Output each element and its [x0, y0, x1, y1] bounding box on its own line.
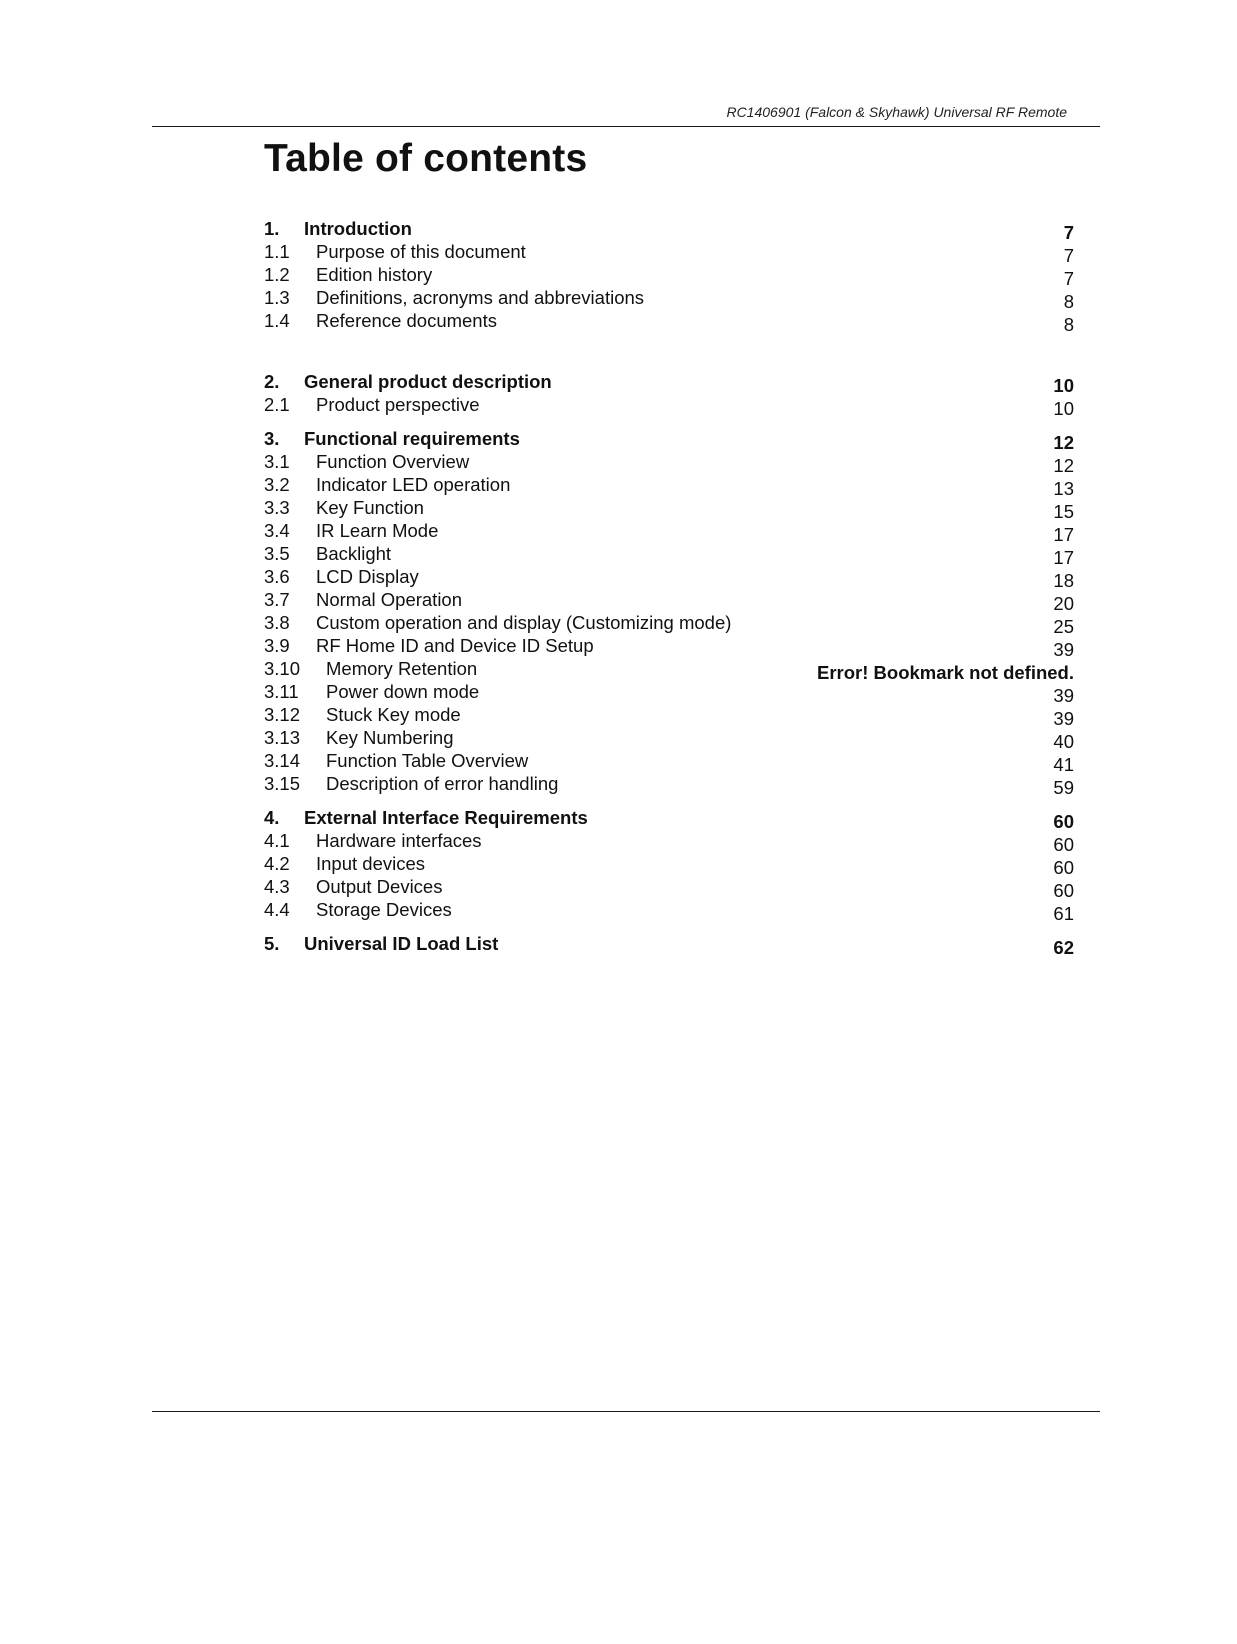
toc-number: 3.12 [264, 704, 301, 725]
toc-number: 2. [264, 371, 280, 392]
toc-number: 3.7 [264, 589, 290, 610]
toc-page: 39 [1053, 685, 1074, 706]
toc-entry-5[interactable] [264, 933, 1074, 958]
toc-label: Purpose of this document [316, 241, 526, 262]
toc-entry-3-10[interactable] [264, 658, 1074, 683]
toc-number: 4.1 [264, 830, 290, 851]
toc-page: 60 [1053, 834, 1074, 855]
toc-label: LCD Display [316, 566, 419, 587]
toc-entry-4[interactable] [264, 807, 1074, 832]
toc-label: External Interface Requirements [304, 807, 588, 828]
toc-entry-3-6[interactable] [264, 566, 1074, 591]
toc-number: 3.14 [264, 750, 301, 771]
toc-entry-1-2[interactable] [264, 264, 1074, 289]
page-title: Table of contents [264, 137, 588, 180]
toc-page: 10 [1053, 375, 1074, 396]
toc-number: 4.3 [264, 876, 290, 897]
toc-label: RF Home ID and Device ID Setup [316, 635, 594, 656]
toc-page: 60 [1053, 811, 1074, 832]
toc-entry-2-1[interactable] [264, 394, 1074, 419]
toc-entry-3-5[interactable] [264, 543, 1074, 568]
toc-page: 39 [1053, 639, 1074, 660]
toc-label: Power down mode [326, 681, 480, 702]
toc-label: Definitions, acronyms and abbreviations [316, 287, 645, 308]
toc-label: General product description [304, 371, 552, 392]
toc-label: Output Devices [316, 876, 443, 897]
footer-rule [152, 1411, 1100, 1412]
toc-page: 61 [1053, 903, 1074, 924]
toc-label: Function Overview [316, 451, 470, 472]
toc-entry-3-11[interactable] [264, 681, 1074, 706]
toc-page: 41 [1053, 754, 1074, 775]
toc-number: 3.8 [264, 612, 290, 633]
toc-number: 1.1 [264, 241, 290, 262]
toc-label: Input devices [316, 853, 426, 874]
toc-label: Introduction [304, 218, 412, 239]
toc-entry-4-1[interactable] [264, 830, 1074, 855]
toc-number: 3.2 [264, 474, 290, 495]
toc-page: 17 [1053, 524, 1074, 545]
toc-number: 3.13 [264, 727, 301, 748]
toc-number: 4.4 [264, 899, 290, 920]
toc-number: 1.3 [264, 287, 290, 308]
toc-entry-4-3[interactable] [264, 876, 1074, 901]
toc-entry-3[interactable] [264, 428, 1074, 453]
toc-page: 15 [1053, 501, 1074, 522]
toc-entry-1-1[interactable] [264, 241, 1074, 266]
toc-label: Storage Devices [316, 899, 452, 920]
toc-number: 3.10 [264, 658, 301, 679]
toc-number: 3.6 [264, 566, 290, 587]
toc-page: 7 [1063, 268, 1074, 289]
toc-page: 59 [1053, 777, 1074, 798]
toc-page: 12 [1053, 432, 1074, 453]
toc-number: 3.15 [264, 773, 301, 794]
toc-label: Normal Operation [316, 589, 463, 610]
toc-page: 8 [1063, 291, 1074, 312]
toc-number: 4.2 [264, 853, 290, 874]
toc-label: Description of error handling [326, 773, 559, 794]
toc-number: 3.5 [264, 543, 290, 564]
toc-label: Product perspective [316, 394, 480, 415]
running-header: RC1406901 (Falcon & Skyhawk) Universal RF Remote [726, 104, 1067, 120]
toc-label: Key Function [316, 497, 424, 518]
toc-number: 1.4 [264, 310, 290, 331]
toc-entry-1[interactable] [264, 218, 1074, 243]
toc-page: 12 [1053, 455, 1074, 476]
toc-number: 1.2 [264, 264, 290, 285]
toc-page: 8 [1063, 314, 1074, 335]
toc-entry-3-15[interactable] [264, 773, 1074, 798]
toc-page: 40 [1053, 731, 1074, 752]
toc-label: Backlight [316, 543, 392, 564]
toc-page: 7 [1063, 222, 1074, 243]
toc-label: Stuck Key mode [326, 704, 461, 725]
toc-label: Function Table Overview [326, 750, 529, 771]
toc-page-error: Error! Bookmark not defined. [817, 662, 1074, 683]
toc-entry-3-2[interactable] [264, 474, 1074, 499]
toc-number: 3.9 [264, 635, 290, 656]
toc-number: 3. [264, 428, 280, 449]
toc-label: Functional requirements [304, 428, 520, 449]
toc-number: 4. [264, 807, 280, 828]
toc-entry-4-4[interactable] [264, 899, 1074, 924]
toc-entry-3-7[interactable] [264, 589, 1074, 614]
toc-entry-3-3[interactable] [264, 497, 1074, 522]
toc-page: 62 [1053, 937, 1074, 958]
toc-page: 20 [1053, 593, 1074, 614]
toc-label: Hardware interfaces [316, 830, 482, 851]
toc-page: 18 [1053, 570, 1074, 591]
toc-page: 60 [1053, 880, 1074, 901]
toc-entry-3-13[interactable] [264, 727, 1074, 752]
toc-label: Custom operation and display (Customizing mode) [316, 612, 732, 633]
toc-entry-2[interactable] [264, 371, 1074, 396]
toc-label: Reference documents [316, 310, 497, 331]
toc-number: 3.3 [264, 497, 290, 518]
toc-page: 7 [1063, 245, 1074, 266]
toc-page: 60 [1053, 857, 1074, 878]
toc-number: 2.1 [264, 394, 290, 415]
toc-page: 39 [1053, 708, 1074, 729]
toc-page: 10 [1053, 398, 1074, 419]
toc-entry-3-1[interactable] [264, 451, 1074, 476]
toc-page: 17 [1053, 547, 1074, 568]
toc-entry-3-8[interactable] [264, 612, 1074, 637]
toc-entry-3-12[interactable] [264, 704, 1074, 729]
toc-entry-4-2[interactable] [264, 853, 1074, 878]
toc-number: 3.1 [264, 451, 290, 472]
toc-label: Universal ID Load List [304, 933, 499, 954]
toc-page: 13 [1053, 478, 1074, 499]
toc-label: IR Learn Mode [316, 520, 439, 541]
toc-number: 3.4 [264, 520, 290, 541]
toc-label: Key Numbering [326, 727, 454, 748]
toc-number: 5. [264, 933, 280, 954]
toc-label: Edition history [316, 264, 433, 285]
toc-entry-3-4[interactable] [264, 520, 1074, 545]
toc-entry-1-3[interactable] [264, 287, 1074, 312]
toc-page: 25 [1053, 616, 1074, 637]
toc-number: 1. [264, 218, 280, 239]
toc-entry-3-14[interactable] [264, 750, 1074, 775]
toc-number: 3.11 [264, 681, 299, 702]
toc-entry-1-4[interactable] [264, 310, 1074, 335]
toc-label: Memory Retention [326, 658, 478, 679]
toc-entry-3-9[interactable] [264, 635, 1074, 660]
toc-label: Indicator LED operation [316, 474, 511, 495]
